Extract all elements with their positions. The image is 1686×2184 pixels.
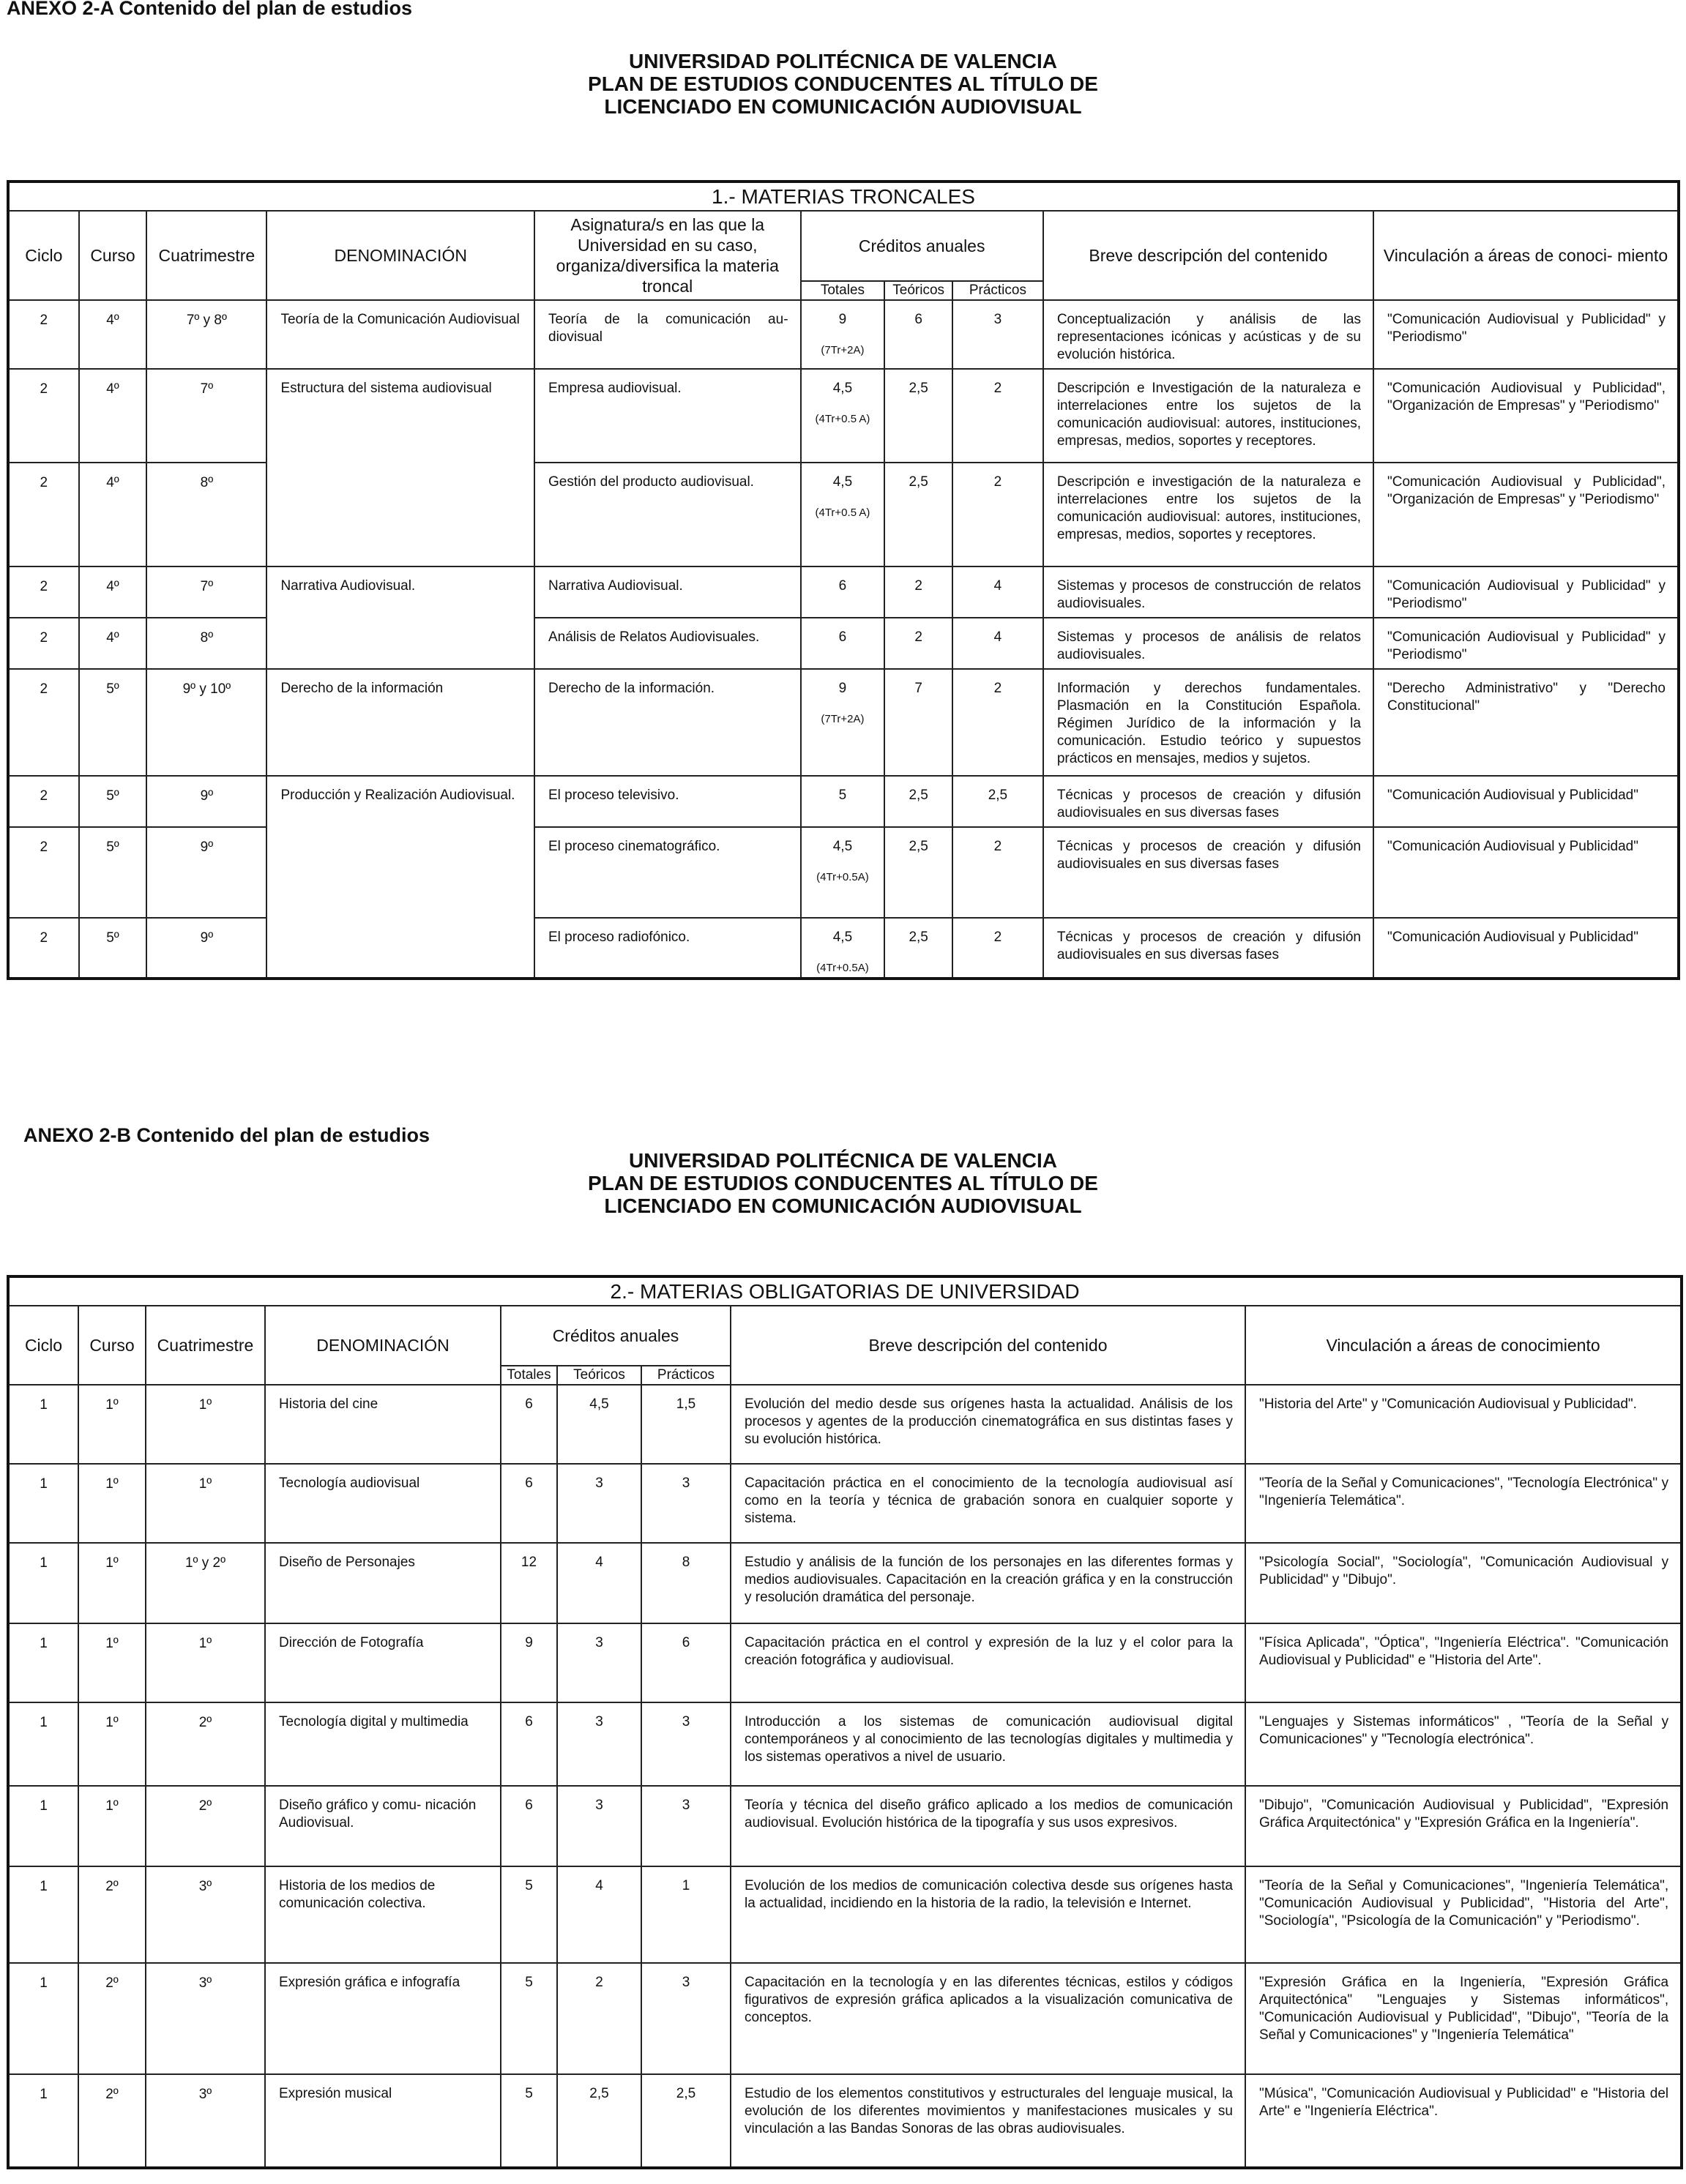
cell-curso: 4º xyxy=(79,618,147,669)
cell-descripcion: Técnicas y procesos de creación y difusión audiovisuales en sus diversas fases xyxy=(1043,918,1373,979)
cell-denominacion: Narrativa Audiovisual. xyxy=(266,566,534,618)
cell-ciclo: 2 xyxy=(8,827,79,918)
plan-title: PLAN DE ESTUDIOS CONDUCENTES AL TÍTULO DE xyxy=(588,1172,1098,1194)
anexo-a-label: ANEXO 2-A Contenido del plan de estudios xyxy=(7,0,413,19)
credits-total-value: 4,5 xyxy=(832,474,853,490)
table-row xyxy=(8,1543,1682,1623)
cell-totales xyxy=(801,369,885,463)
col-header-practicos: Prácticos xyxy=(952,281,1043,300)
credits-breakdown-note: (7Tr+2A) xyxy=(821,344,865,356)
cell-ciclo: 1 xyxy=(8,1385,78,1464)
cell-teoricos: 4 xyxy=(557,1866,641,1963)
cell-practicos: 3 xyxy=(952,300,1043,369)
cell-curso: 1º xyxy=(78,1702,146,1786)
university-title: UNIVERSIDAD POLITÉCNICA DE VALENCIA xyxy=(629,1149,1057,1172)
cell-vinculacion: "Comunicación Audiovisual y Publicidad" y "Periodismo" xyxy=(1373,566,1679,618)
cell-teoricos: 2,5 xyxy=(884,369,952,463)
col-header-creditos: Créditos anuales xyxy=(501,1306,731,1366)
col-header-teoricos: Teóricos xyxy=(884,281,952,300)
cell-totales: 5 xyxy=(501,2074,557,2168)
cell-totales xyxy=(801,776,885,827)
cell-denominacion: Historia de los medios de comunicación colectiva. xyxy=(265,1866,501,1963)
cell-descripcion: Información y derechos fundamentales. Plasmación en la Constitución Española. Régimen Jurídico de la información y la comunicación. Estudio teórico y supuestos prácticos en mensajes, medios y sujetos. xyxy=(1043,669,1373,776)
cell-practicos: 4 xyxy=(952,618,1043,669)
table-row xyxy=(8,1702,1682,1786)
cell-cuatrimestre: 9º xyxy=(146,918,266,979)
degree-title: LICENCIADO EN COMUNICACIÓN AUDIOVISUAL xyxy=(604,95,1082,118)
cell-denominacion: Diseño de Personajes xyxy=(265,1543,501,1623)
cell-vinculacion: "Teoría de la Señal y Comunicaciones", "Tecnología Electrónica" y "Ingeniería Telemática". xyxy=(1245,1464,1682,1543)
cell-ciclo: 2 xyxy=(8,918,79,979)
cell-curso: 1º xyxy=(78,1543,146,1623)
cell-teoricos: 6 xyxy=(884,300,952,369)
table-row xyxy=(8,463,1679,566)
cell-practicos: 2,5 xyxy=(952,776,1043,827)
table-row xyxy=(8,1866,1682,1963)
col-header-teoricos: Teóricos xyxy=(557,1366,641,1385)
cell-denominacion: Derecho de la información xyxy=(266,669,534,776)
cell-practicos: 2 xyxy=(952,369,1043,463)
cell-ciclo: 1 xyxy=(8,1786,78,1866)
cell-denominacion xyxy=(266,827,534,918)
cell-cuatrimestre: 1º xyxy=(146,1464,265,1543)
credits-breakdown-note: (4Tr+0.5 A) xyxy=(815,506,870,519)
cell-teoricos: 3 xyxy=(557,1786,641,1866)
cell-vinculacion: "Historia del Arte" y "Comunicación Audiovisual y Publicidad". xyxy=(1245,1385,1682,1464)
cell-denominacion: Teoría de la Comunicación Audiovisual xyxy=(266,300,534,369)
cell-curso: 4º xyxy=(79,369,147,463)
cell-practicos: 2,5 xyxy=(641,2074,731,2168)
table-row xyxy=(8,1623,1682,1702)
cell-totales: 5 xyxy=(501,1866,557,1963)
credits-breakdown-note: (4Tr+0.5 A) xyxy=(815,413,870,425)
cell-teoricos: 3 xyxy=(557,1464,641,1543)
cell-descripcion: Técnicas y procesos de creación y difusión audiovisuales en sus diversas fases xyxy=(1043,827,1373,918)
cell-teoricos: 2 xyxy=(557,1963,641,2074)
cell-vinculacion: "Expresión Gráfica en la Ingeniería, "Expresión Gráfica Arquitectónica" "Lenguajes y Sistemas informáticos", "Comunicación Audiovisual y Publicidad", "Dibujo", "Teoría de la Señal y Comunicaciones" y "Ingeniería Telemática" xyxy=(1245,1963,1682,2074)
cell-curso: 1º xyxy=(78,1385,146,1464)
cell-ciclo: 2 xyxy=(8,369,79,463)
cell-teoricos: 2,5 xyxy=(884,827,952,918)
cell-totales xyxy=(801,300,885,369)
cell-practicos: 3 xyxy=(641,1786,731,1866)
col-header-curso: Curso xyxy=(78,1306,146,1385)
anexo-b-label: ANEXO 2-B Contenido del plan de estudios xyxy=(23,1124,430,1146)
credits-total-value: 9 xyxy=(838,681,847,696)
table-row xyxy=(8,1464,1682,1543)
cell-asignatura: Teoría de la comunicación au- diovisual xyxy=(534,300,801,369)
table-row xyxy=(8,1786,1682,1866)
cell-totales: 12 xyxy=(501,1543,557,1623)
cell-denominacion: Diseño gráfico y comu- nicación Audiovisual. xyxy=(265,1786,501,1866)
table-row xyxy=(8,776,1679,827)
col-header-asignatura: Asignatura/s en las que la Universidad en su caso, organiza/diversifica la materia troncal xyxy=(534,211,801,300)
col-header-cuatrimestre: Cuatrimestre xyxy=(146,211,266,300)
cell-cuatrimestre: 1º xyxy=(146,1385,265,1464)
cell-denominacion: Tecnología digital y multimedia xyxy=(265,1702,501,1786)
table-caption: 1.- MATERIAS TRONCALES xyxy=(8,182,1679,211)
cell-denominacion xyxy=(266,918,534,979)
cell-curso: 5º xyxy=(79,669,147,776)
cell-practicos: 3 xyxy=(641,1464,731,1543)
cell-vinculacion: "Comunicación Audiovisual y Publicidad" xyxy=(1373,776,1679,827)
cell-totales: 6 xyxy=(501,1385,557,1464)
cell-descripcion: Descripción e Investigación de la naturaleza e interrelaciones entre los sujetos de la comunicación audiovisual: autores, instituciones, empresas, medios, soportes y receptores. xyxy=(1043,369,1373,463)
cell-teoricos: 2,5 xyxy=(884,463,952,566)
cell-denominacion: Expresión musical xyxy=(265,2074,501,2168)
col-header-vinculacion: Vinculación a áreas de conocimiento xyxy=(1245,1306,1682,1385)
cell-totales xyxy=(801,918,885,979)
cell-totales: 6 xyxy=(501,1464,557,1543)
cell-cuatrimestre: 9º y 10º xyxy=(146,669,266,776)
credits-total-value: 5 xyxy=(838,788,847,803)
cell-cuatrimestre: 2º xyxy=(146,1786,265,1866)
table-row xyxy=(8,827,1679,918)
cell-curso: 5º xyxy=(79,776,147,827)
cell-totales: 5 xyxy=(501,1963,557,2074)
anexo-a-heading xyxy=(0,50,1686,118)
col-header-totales: Totales xyxy=(801,281,885,300)
cell-vinculacion: "Derecho Administrativo" y "Derecho Constitucional" xyxy=(1373,669,1679,776)
cell-curso: 4º xyxy=(79,566,147,618)
cell-vinculacion: "Comunicación Audiovisual y Publicidad" xyxy=(1373,827,1679,918)
cell-practicos: 8 xyxy=(641,1543,731,1623)
cell-asignatura: El proceso radiofónico. xyxy=(534,918,801,979)
credits-breakdown-note: (4Tr+0.5A) xyxy=(816,871,869,883)
cell-denominacion xyxy=(266,618,534,669)
col-header-practicos: Prácticos xyxy=(641,1366,731,1385)
cell-descripcion: Capacitación práctica en el conocimiento de la tecnología audiovisual así como en la teoría y técnica de grabación sonora en cualquier soporte y sistema. xyxy=(731,1464,1245,1543)
col-header-ciclo: Ciclo xyxy=(8,211,79,300)
cell-ciclo: 2 xyxy=(8,618,79,669)
cell-ciclo: 1 xyxy=(8,1866,78,1963)
cell-curso: 5º xyxy=(79,827,147,918)
cell-vinculacion: "Psicología Social", "Sociología", "Comunicación Audiovisual y Publicidad" y "Dibujo". xyxy=(1245,1543,1682,1623)
cell-cuatrimestre: 9º xyxy=(146,827,266,918)
cell-cuatrimestre: 1º xyxy=(146,1623,265,1702)
credits-total-value: 4,5 xyxy=(832,930,853,945)
cell-ciclo: 2 xyxy=(8,300,79,369)
cell-totales: 6 xyxy=(501,1702,557,1786)
cell-ciclo: 1 xyxy=(8,1464,78,1543)
col-header-descripcion: Breve descripción del contenido xyxy=(1043,211,1373,300)
cell-asignatura: Narrativa Audiovisual. xyxy=(534,566,801,618)
table-row xyxy=(8,369,1679,463)
cell-ciclo: 1 xyxy=(8,1963,78,2074)
col-header-descripcion: Breve descripción del contenido xyxy=(731,1306,1245,1385)
table-row xyxy=(8,1963,1682,2074)
cell-curso: 2º xyxy=(78,1963,146,2074)
credits-total-value: 6 xyxy=(838,629,847,645)
cell-cuatrimestre: 1º y 2º xyxy=(146,1543,265,1623)
cell-teoricos: 2,5 xyxy=(884,776,952,827)
credits-breakdown-note: (4Tr+0.5A) xyxy=(816,962,869,974)
cell-descripcion: Conceptualización y análisis de las representaciones icónicas y acústicas y de su evolución histórica. xyxy=(1043,300,1373,369)
cell-vinculacion: "Comunicación Audiovisual y Publicidad" y "Periodismo" xyxy=(1373,618,1679,669)
cell-vinculacion: "Comunicación Audiovisual y Publicidad" xyxy=(1373,918,1679,979)
cell-descripcion: Descripción e investigación de la naturaleza e interrelaciones entre los sujetos de la comunicación audiovisual: autores, instituciones, empresas, medios, soportes y receptores. xyxy=(1043,463,1373,566)
table-caption: 2.- MATERIAS OBLIGATORIAS DE UNIVERSIDAD xyxy=(8,1276,1682,1306)
cell-cuatrimestre: 8º xyxy=(146,463,266,566)
col-header-creditos: Créditos anuales xyxy=(801,211,1043,281)
table-row xyxy=(8,669,1679,776)
cell-teoricos: 3 xyxy=(557,1623,641,1702)
col-header-totales: Totales xyxy=(501,1366,557,1385)
table-row xyxy=(8,918,1679,979)
cell-curso: 2º xyxy=(78,1866,146,1963)
credits-total-value: 4,5 xyxy=(832,839,853,854)
cell-totales: 9 xyxy=(501,1623,557,1702)
cell-ciclo: 2 xyxy=(8,776,79,827)
cell-ciclo: 2 xyxy=(8,669,79,776)
cell-cuatrimestre: 7º xyxy=(146,369,266,463)
cell-vinculacion: "Comunicación Audiovisual y Publicidad", "Organización de Empresas" y "Periodismo" xyxy=(1373,369,1679,463)
table-row xyxy=(8,1385,1682,1464)
cell-cuatrimestre: 9º xyxy=(146,776,266,827)
cell-descripcion: Estudio de los elementos constitutivos y estructurales del lenguaje musical, la evolución de los diferentes movimientos y manifestaciones musicales y su vinculación a las Bandas Sonoras de las obras audiovisuales. xyxy=(731,2074,1245,2168)
cell-descripcion: Sistemas y procesos de construcción de relatos audiovisuales. xyxy=(1043,566,1373,618)
cell-ciclo: 2 xyxy=(8,566,79,618)
cell-practicos: 4 xyxy=(952,566,1043,618)
col-header-vinculacion: Vinculación a áreas de conoci- miento xyxy=(1373,211,1679,300)
cell-ciclo: 1 xyxy=(8,1543,78,1623)
credits-total-value: 4,5 xyxy=(832,381,853,396)
cell-asignatura: Derecho de la información. xyxy=(534,669,801,776)
anexo-b-heading xyxy=(0,1149,1686,1217)
cell-descripcion: Capacitación práctica en el control y expresión de la luz y el color para la creación fotográfica y audiovisual. xyxy=(731,1623,1245,1702)
credits-total-value: 6 xyxy=(838,578,847,594)
cell-practicos: 6 xyxy=(641,1623,731,1702)
cell-ciclo: 1 xyxy=(8,1702,78,1786)
cell-curso: 1º xyxy=(78,1623,146,1702)
cell-teoricos: 4 xyxy=(557,1543,641,1623)
cell-descripcion: Estudio y análisis de la función de los personajes en las diferentes formas y medios audiovisuales. Capacitación en la creación gráfica y en la construcción y resolución dramática del personaje. xyxy=(731,1543,1245,1623)
cell-denominacion xyxy=(266,463,534,566)
cell-practicos: 2 xyxy=(952,463,1043,566)
cell-practicos: 2 xyxy=(952,918,1043,979)
cell-totales xyxy=(801,463,885,566)
col-header-ciclo: Ciclo xyxy=(8,1306,78,1385)
cell-practicos: 2 xyxy=(952,669,1043,776)
cell-descripcion: Evolución de los medios de comunicación colectiva desde sus orígenes hasta la actualidad, incidiendo en la historia de la radio, la televisión e Internet. xyxy=(731,1866,1245,1963)
cell-denominacion: Dirección de Fotografía xyxy=(265,1623,501,1702)
materias-obligatorias-table xyxy=(7,1275,1683,2169)
credits-breakdown-note: (7Tr+2A) xyxy=(821,713,865,725)
cell-denominacion: Historia del cine xyxy=(265,1385,501,1464)
cell-curso: 1º xyxy=(78,1786,146,1866)
table-row xyxy=(8,618,1679,669)
cell-denominacion: Expresión gráfica e infografía xyxy=(265,1963,501,2074)
col-header-denominacion: DENOMINACIÓN xyxy=(266,211,534,300)
cell-vinculacion: "Dibujo", "Comunicación Audiovisual y Publicidad", "Expresión Gráfica Arquitectónica" y "Expresión Gráfica en la Ingeniería". xyxy=(1245,1786,1682,1866)
cell-vinculacion: "Teoría de la Señal y Comunicaciones", "Ingeniería Telemática", "Comunicación Audiovisual y Publicidad", "Historia del Arte", "Sociología", "Psicología de la Comunicación" y "Periodismo". xyxy=(1245,1866,1682,1963)
cell-cuatrimestre: 3º xyxy=(146,1963,265,2074)
cell-teoricos: 2,5 xyxy=(884,918,952,979)
cell-asignatura: El proceso televisivo. xyxy=(534,776,801,827)
cell-totales xyxy=(801,827,885,918)
cell-practicos: 1,5 xyxy=(641,1385,731,1464)
cell-vinculacion: "Comunicación Audiovisual y Publicidad" y "Periodismo" xyxy=(1373,300,1679,369)
cell-denominacion: Tecnología audiovisual xyxy=(265,1464,501,1543)
cell-curso: 4º xyxy=(79,300,147,369)
cell-cuatrimestre: 7º xyxy=(146,566,266,618)
cell-descripcion: Capacitación en la tecnología y en las diferentes técnicas, estilos y códigos figurativos de expresión gráfica aplicados a la visualización comunicativa de conceptos. xyxy=(731,1963,1245,2074)
university-title: UNIVERSIDAD POLITÉCNICA DE VALENCIA xyxy=(629,50,1057,72)
cell-asignatura: Empresa audiovisual. xyxy=(534,369,801,463)
cell-teoricos: 7 xyxy=(884,669,952,776)
cell-descripcion: Teoría y técnica del diseño gráfico aplicado a los medios de comunicación audiovisual. Evolución histórica de la tipografía y sus usos expresivos. xyxy=(731,1786,1245,1866)
cell-practicos: 2 xyxy=(952,827,1043,918)
cell-descripcion: Evolución del medio desde sus orígenes hasta la actualidad. Análisis de los procesos y agentes de la producción cinematográfica en sus distintas fases y su evolución histórica. xyxy=(731,1385,1245,1464)
cell-practicos: 1 xyxy=(641,1866,731,1963)
cell-vinculacion: "Música", "Comunicación Audiovisual y Publicidad" e "Historia del Arte" e "Ingeniería Eléctrica". xyxy=(1245,2074,1682,2168)
cell-asignatura: Gestión del producto audiovisual. xyxy=(534,463,801,566)
cell-vinculacion: "Lenguajes y Sistemas informáticos" , "Teoría de la Señal y Comunicaciones" y "Tecnología electrónica". xyxy=(1245,1702,1682,1786)
credits-total-value: 9 xyxy=(838,312,847,327)
cell-cuatrimestre: 8º xyxy=(146,618,266,669)
col-header-denominacion: DENOMINACIÓN xyxy=(265,1306,501,1385)
col-header-curso: Curso xyxy=(79,211,147,300)
cell-descripcion: Introducción a los sistemas de comunicación audiovisual digital contemporáneos y al conocimiento de las tecnologías digitales y multimedia y los sistemas operativos a nivel de usuario. xyxy=(731,1702,1245,1786)
cell-denominacion: Estructura del sistema audiovisual xyxy=(266,369,534,463)
cell-cuatrimestre: 2º xyxy=(146,1702,265,1786)
col-header-cuatrimestre: Cuatrimestre xyxy=(146,1306,265,1385)
cell-cuatrimestre: 3º xyxy=(146,1866,265,1963)
cell-teoricos: 4,5 xyxy=(557,1385,641,1464)
cell-ciclo: 1 xyxy=(8,1623,78,1702)
cell-cuatrimestre: 7º y 8º xyxy=(146,300,266,369)
cell-teoricos: 3 xyxy=(557,1702,641,1786)
degree-title: LICENCIADO EN COMUNICACIÓN AUDIOVISUAL xyxy=(604,1194,1082,1217)
cell-totales xyxy=(801,669,885,776)
cell-teoricos: 2 xyxy=(884,618,952,669)
cell-asignatura: Análisis de Relatos Audiovisuales. xyxy=(534,618,801,669)
cell-curso: 5º xyxy=(79,918,147,979)
cell-vinculacion: "Comunicación Audiovisual y Publicidad", "Organización de Empresas" y "Periodismo" xyxy=(1373,463,1679,566)
cell-totales xyxy=(801,618,885,669)
cell-ciclo: 2 xyxy=(8,463,79,566)
cell-teoricos: 2,5 xyxy=(557,2074,641,2168)
plan-title: PLAN DE ESTUDIOS CONDUCENTES AL TÍTULO DE xyxy=(588,72,1098,95)
cell-descripcion: Técnicas y procesos de creación y difusión audiovisuales en sus diversas fases xyxy=(1043,776,1373,827)
cell-curso: 1º xyxy=(78,1464,146,1543)
cell-curso: 4º xyxy=(79,463,147,566)
cell-totales xyxy=(801,566,885,618)
table-row xyxy=(8,566,1679,618)
table-row xyxy=(8,300,1679,369)
cell-ciclo: 1 xyxy=(8,2074,78,2168)
cell-descripcion: Sistemas y procesos de análisis de relatos audiovisuales. xyxy=(1043,618,1373,669)
cell-teoricos: 2 xyxy=(884,566,952,618)
table-row xyxy=(8,2074,1682,2168)
cell-denominacion: Producción y Realización Audiovisual. xyxy=(266,776,534,827)
cell-practicos: 3 xyxy=(641,1963,731,2074)
cell-curso: 2º xyxy=(78,2074,146,2168)
cell-vinculacion: "Física Aplicada", "Óptica", "Ingeniería Eléctrica". "Comunicación Audiovisual y Publicidad" e "Historia del Arte". xyxy=(1245,1623,1682,1702)
cell-totales: 6 xyxy=(501,1786,557,1866)
materias-troncales-table xyxy=(7,180,1680,980)
cell-cuatrimestre: 3º xyxy=(146,2074,265,2168)
cell-practicos: 3 xyxy=(641,1702,731,1786)
cell-asignatura: El proceso cinematográfico. xyxy=(534,827,801,918)
